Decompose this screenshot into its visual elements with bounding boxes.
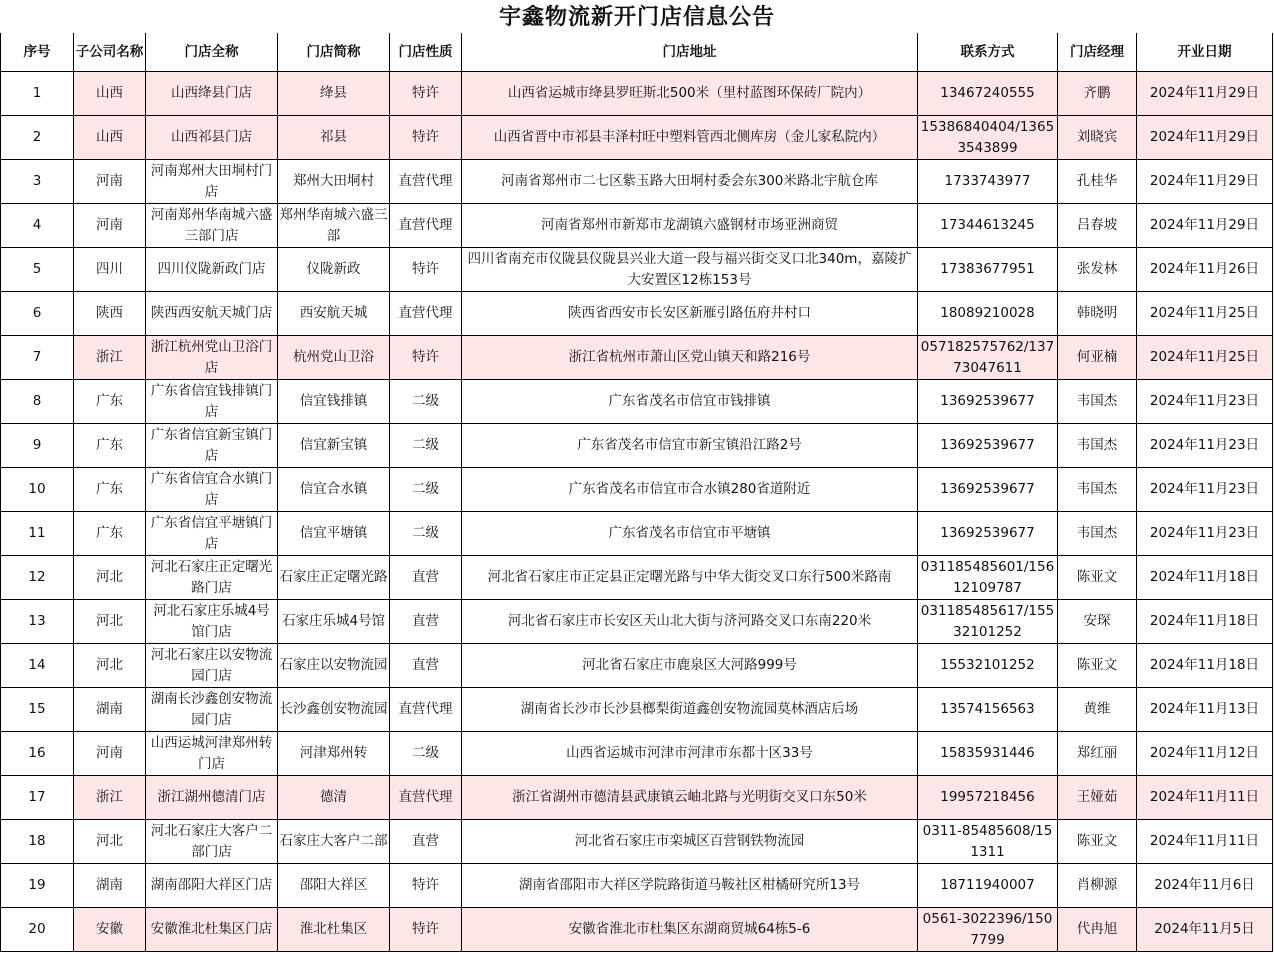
cell-type[interactable]: 直营	[390, 600, 462, 644]
cell-contact[interactable]: 13692539677	[918, 468, 1058, 512]
table-row	[1, 336, 1273, 380]
cell-no[interactable]: 3	[1, 160, 74, 204]
cell-manager[interactable]: 韦国杰	[1058, 380, 1137, 424]
cell-contact[interactable]: 0561-3022396/1507799	[918, 908, 1058, 952]
cell-contact[interactable]: 17383677951	[918, 248, 1058, 292]
cell-company[interactable]: 河北	[74, 556, 146, 600]
cell-no[interactable]: 12	[1, 556, 74, 600]
cell-no[interactable]: 7	[1, 336, 74, 380]
table-row	[1, 116, 1273, 160]
cell-manager[interactable]: 黄维	[1058, 688, 1137, 732]
cell-type[interactable]: 特许	[390, 864, 462, 908]
table-row	[1, 908, 1273, 952]
cell-short-name[interactable]: 仪陇新政	[278, 248, 390, 292]
cell-date[interactable]: 2024年11月5日	[1137, 908, 1273, 952]
table-row	[1, 248, 1273, 292]
column-header-date: 开业日期	[1137, 33, 1273, 72]
cell-address[interactable]: 广东省茂名市信宜市钱排镇	[462, 380, 918, 424]
cell-address[interactable]: 河北省石家庄市长安区天山北大街与济河路交叉口东南220米	[462, 600, 918, 644]
cell-company[interactable]: 浙江	[74, 776, 146, 820]
cell-short-name[interactable]: 信宜平塘镇	[278, 512, 390, 556]
cell-short-name[interactable]: 石家庄大客户二部	[278, 820, 390, 864]
cell-address[interactable]: 湖南省长沙市长沙县榔梨街道鑫创安物流园莫林酒店后场	[462, 688, 918, 732]
cell-full-name[interactable]: 广东省信宜合水镇门店	[146, 468, 278, 512]
cell-type[interactable]: 直营	[390, 820, 462, 864]
cell-company[interactable]: 山西	[74, 116, 146, 160]
cell-type[interactable]: 直营	[390, 556, 462, 600]
cell-date[interactable]: 2024年11月11日	[1137, 776, 1273, 820]
cell-company[interactable]: 河南	[74, 160, 146, 204]
cell-short-name[interactable]: 西安航天城	[278, 292, 390, 336]
table-row	[1, 380, 1273, 424]
cell-no[interactable]: 5	[1, 248, 74, 292]
column-header-company: 子公司名称	[74, 33, 146, 72]
cell-full-name[interactable]: 安徽淮北杜集区门店	[146, 908, 278, 952]
cell-manager[interactable]: 代冉旭	[1058, 908, 1137, 952]
table-row	[1, 512, 1273, 556]
table-row	[1, 820, 1273, 864]
cell-manager[interactable]: 吕春坡	[1058, 204, 1137, 248]
cell-full-name[interactable]: 四川仪陇新政门店	[146, 248, 278, 292]
column-header-no: 序号	[1, 33, 74, 72]
table-body	[1, 72, 1273, 952]
cell-address[interactable]: 四川省南充市仪陇县仪陇县兴业大道一段与福兴街交叉口北340m，嘉陵扩大安置区12栋153号	[462, 248, 918, 292]
cell-contact[interactable]: 18089210028	[918, 292, 1058, 336]
cell-manager[interactable]: 王娅茹	[1058, 776, 1137, 820]
cell-address[interactable]: 山西省运城市绛县罗旺斯北500米（里村蓝图环保砖厂院内）	[462, 72, 918, 116]
cell-manager[interactable]: 孔桂华	[1058, 160, 1137, 204]
cell-company[interactable]: 广东	[74, 512, 146, 556]
cell-date[interactable]: 2024年11月23日	[1137, 380, 1273, 424]
cell-short-name[interactable]: 绛县	[278, 72, 390, 116]
cell-type[interactable]: 特许	[390, 248, 462, 292]
cell-short-name[interactable]: 石家庄正定曙光路	[278, 556, 390, 600]
cell-short-name[interactable]: 石家庄以安物流园	[278, 644, 390, 688]
cell-type[interactable]: 特许	[390, 116, 462, 160]
cell-no[interactable]: 8	[1, 380, 74, 424]
cell-manager[interactable]: 肖柳源	[1058, 864, 1137, 908]
cell-full-name[interactable]: 河南郑州大田垌村门店	[146, 160, 278, 204]
cell-full-name[interactable]: 山西绛县门店	[146, 72, 278, 116]
cell-address[interactable]: 广东省茂名市信宜市新宝镇沿江路2号	[462, 424, 918, 468]
cell-no[interactable]: 1	[1, 72, 74, 116]
cell-no[interactable]: 14	[1, 644, 74, 688]
cell-address[interactable]: 河北省石家庄市正定县正定曙光路与中华大街交叉口东行500米路南	[462, 556, 918, 600]
cell-type[interactable]: 二级	[390, 512, 462, 556]
cell-full-name[interactable]: 湖南长沙鑫创安物流园门店	[146, 688, 278, 732]
cell-company[interactable]: 河北	[74, 644, 146, 688]
cell-type[interactable]: 二级	[390, 732, 462, 776]
table-row	[1, 204, 1273, 248]
cell-full-name[interactable]: 广东省信宜新宝镇门店	[146, 424, 278, 468]
table-row	[1, 644, 1273, 688]
table-row	[1, 424, 1273, 468]
cell-date[interactable]: 2024年11月11日	[1137, 820, 1273, 864]
table-row	[1, 468, 1273, 512]
cell-full-name[interactable]: 山西祁县门店	[146, 116, 278, 160]
cell-short-name[interactable]: 石家庄乐城4号馆	[278, 600, 390, 644]
cell-contact[interactable]: 18711940007	[918, 864, 1058, 908]
cell-date[interactable]: 2024年11月29日	[1137, 72, 1273, 116]
cell-short-name[interactable]: 信宜钱排镇	[278, 380, 390, 424]
cell-type[interactable]: 直营代理	[390, 160, 462, 204]
cell-contact[interactable]: 15532101252	[918, 644, 1058, 688]
cell-date[interactable]: 2024年11月12日	[1137, 732, 1273, 776]
cell-no[interactable]: 4	[1, 204, 74, 248]
cell-manager[interactable]: 安琛	[1058, 600, 1137, 644]
cell-company[interactable]: 山西	[74, 72, 146, 116]
cell-address[interactable]: 浙江省湖州市德清县武康镇云岫北路与光明街交叉口东50米	[462, 776, 918, 820]
cell-type[interactable]: 特许	[390, 72, 462, 116]
column-header-type: 门店性质	[390, 33, 462, 72]
cell-contact[interactable]: 15386840404/13653543899	[918, 116, 1058, 160]
cell-short-name[interactable]: 德清	[278, 776, 390, 820]
cell-manager[interactable]: 郑红丽	[1058, 732, 1137, 776]
cell-full-name[interactable]: 广东省信宜平塘镇门店	[146, 512, 278, 556]
cell-type[interactable]: 二级	[390, 380, 462, 424]
column-header-short-name: 门店简称	[278, 33, 390, 72]
cell-short-name[interactable]: 长沙鑫创安物流园	[278, 688, 390, 732]
cell-no[interactable]: 11	[1, 512, 74, 556]
cell-date[interactable]: 2024年11月26日	[1137, 248, 1273, 292]
cell-contact[interactable]: 13467240555	[918, 72, 1058, 116]
column-header-contact: 联系方式	[918, 33, 1058, 72]
column-header-manager: 门店经理	[1058, 33, 1137, 72]
cell-full-name[interactable]: 浙江杭州党山卫浴门店	[146, 336, 278, 380]
cell-full-name[interactable]: 河北石家庄以安物流园门店	[146, 644, 278, 688]
page-title: 宇鑫物流新开门店信息公告	[498, 5, 775, 30]
cell-contact[interactable]: 031185485617/15532101252	[918, 600, 1058, 644]
cell-full-name[interactable]: 湖南邵阳大祥区门店	[146, 864, 278, 908]
cell-no[interactable]: 20	[1, 908, 74, 952]
cell-manager[interactable]: 韦国杰	[1058, 468, 1137, 512]
table-row	[1, 292, 1273, 336]
cell-date[interactable]: 2024年11月13日	[1137, 688, 1273, 732]
cell-short-name[interactable]: 河津郑州转	[278, 732, 390, 776]
cell-date[interactable]: 2024年11月18日	[1137, 644, 1273, 688]
cell-full-name[interactable]: 河北石家庄大客户二部门店	[146, 820, 278, 864]
cell-type[interactable]: 二级	[390, 424, 462, 468]
cell-contact[interactable]: 031185485601/15612109787	[918, 556, 1058, 600]
cell-manager[interactable]: 韩晓明	[1058, 292, 1137, 336]
column-header-full-name: 门店全称	[146, 33, 278, 72]
cell-date[interactable]: 2024年11月29日	[1137, 204, 1273, 248]
table-row	[1, 864, 1273, 908]
cell-date[interactable]: 2024年11月23日	[1137, 424, 1273, 468]
cell-date[interactable]: 2024年11月25日	[1137, 292, 1273, 336]
cell-date[interactable]: 2024年11月29日	[1137, 160, 1273, 204]
cell-type[interactable]: 特许	[390, 908, 462, 952]
cell-no[interactable]: 19	[1, 864, 74, 908]
cell-type[interactable]: 直营代理	[390, 688, 462, 732]
cell-no[interactable]: 2	[1, 116, 74, 160]
cell-manager[interactable]: 韦国杰	[1058, 512, 1137, 556]
column-header-address: 门店地址	[462, 33, 918, 72]
cell-contact[interactable]: 15835931446	[918, 732, 1058, 776]
cell-date[interactable]: 2024年11月6日	[1137, 864, 1273, 908]
cell-short-name[interactable]: 邵阳大祥区	[278, 864, 390, 908]
cell-type[interactable]: 二级	[390, 468, 462, 512]
cell-manager[interactable]: 陈亚文	[1058, 556, 1137, 600]
cell-contact[interactable]: 0311-85485608/151311	[918, 820, 1058, 864]
cell-short-name[interactable]: 郑州华南城六盛三部	[278, 204, 390, 248]
table-row	[1, 160, 1273, 204]
cell-date[interactable]: 2024年11月18日	[1137, 556, 1273, 600]
cell-manager[interactable]: 张发林	[1058, 248, 1137, 292]
cell-company[interactable]: 湖南	[74, 688, 146, 732]
cell-contact[interactable]: 057182575762/13773047611	[918, 336, 1058, 380]
cell-address[interactable]: 陕西省西安市长安区新雁引路伍府井村口	[462, 292, 918, 336]
cell-type[interactable]: 直营	[390, 644, 462, 688]
cell-no[interactable]: 18	[1, 820, 74, 864]
cell-address[interactable]: 河北省石家庄市栾城区百营钢铁物流园	[462, 820, 918, 864]
cell-full-name[interactable]: 浙江湖州德清门店	[146, 776, 278, 820]
cell-company[interactable]: 河北	[74, 600, 146, 644]
cell-contact[interactable]: 17344613245	[918, 204, 1058, 248]
cell-full-name[interactable]: 河北石家庄乐城4号馆门店	[146, 600, 278, 644]
cell-contact[interactable]: 13692539677	[918, 512, 1058, 556]
header-row	[1, 33, 1273, 72]
cell-company[interactable]: 湖南	[74, 864, 146, 908]
cell-type[interactable]: 直营代理	[390, 776, 462, 820]
table-row	[1, 600, 1273, 644]
cell-manager[interactable]: 陈亚文	[1058, 820, 1137, 864]
cell-date[interactable]: 2024年11月18日	[1137, 600, 1273, 644]
cell-company[interactable]: 安徽	[74, 908, 146, 952]
store-table	[0, 33, 1273, 952]
cell-manager[interactable]: 陈亚文	[1058, 644, 1137, 688]
cell-full-name[interactable]: 山西运城河津郑州转门店	[146, 732, 278, 776]
cell-company[interactable]: 广东	[74, 468, 146, 512]
cell-company[interactable]: 河南	[74, 732, 146, 776]
cell-short-name[interactable]: 郑州大田垌村	[278, 160, 390, 204]
cell-company[interactable]: 广东	[74, 380, 146, 424]
cell-date[interactable]: 2024年11月23日	[1137, 468, 1273, 512]
cell-company[interactable]: 广东	[74, 424, 146, 468]
cell-date[interactable]: 2024年11月23日	[1137, 512, 1273, 556]
cell-manager[interactable]: 韦国杰	[1058, 424, 1137, 468]
cell-company[interactable]: 河北	[74, 820, 146, 864]
cell-address[interactable]: 安徽省淮北市杜集区东湖商贸城64栋5-6	[462, 908, 918, 952]
cell-type[interactable]: 直营代理	[390, 292, 462, 336]
cell-manager[interactable]: 何亚楠	[1058, 336, 1137, 380]
cell-date[interactable]: 2024年11月29日	[1137, 116, 1273, 160]
cell-short-name[interactable]: 淮北杜集区	[278, 908, 390, 952]
cell-contact[interactable]: 13692539677	[918, 424, 1058, 468]
cell-full-name[interactable]: 河南郑州华南城六盛三部门店	[146, 204, 278, 248]
cell-company[interactable]: 浙江	[74, 336, 146, 380]
cell-company[interactable]: 河南	[74, 204, 146, 248]
cell-type[interactable]: 特许	[390, 336, 462, 380]
cell-address[interactable]: 河北省石家庄市鹿泉区大河路999号	[462, 644, 918, 688]
table-row	[1, 72, 1273, 116]
cell-address[interactable]: 浙江省杭州市萧山区党山镇天和路216号	[462, 336, 918, 380]
cell-manager[interactable]: 刘晓宾	[1058, 116, 1137, 160]
cell-no[interactable]: 17	[1, 776, 74, 820]
cell-company[interactable]: 四川	[74, 248, 146, 292]
cell-no[interactable]: 16	[1, 732, 74, 776]
cell-address[interactable]: 山西省晋中市祁县丰泽村旺中塑料管西北侧库房（金儿家私院内）	[462, 116, 918, 160]
cell-company[interactable]: 陕西	[74, 292, 146, 336]
cell-short-name[interactable]: 信宜合水镇	[278, 468, 390, 512]
cell-address[interactable]: 广东省茂名市信宜市平塘镇	[462, 512, 918, 556]
cell-address[interactable]: 山西省运城市河津市河津市东都十区33号	[462, 732, 918, 776]
cell-short-name[interactable]: 杭州党山卫浴	[278, 336, 390, 380]
cell-contact[interactable]: 13574156563	[918, 688, 1058, 732]
cell-short-name[interactable]: 信宜新宝镇	[278, 424, 390, 468]
cell-no[interactable]: 6	[1, 292, 74, 336]
cell-no[interactable]: 9	[1, 424, 74, 468]
cell-short-name[interactable]: 祁县	[278, 116, 390, 160]
cell-address[interactable]: 广东省茂名市信宜市合水镇280省道附近	[462, 468, 918, 512]
cell-manager[interactable]: 齐鹏	[1058, 72, 1137, 116]
cell-address[interactable]: 河南省郑州市二七区紫玉路大田垌村委会东300米路北宇航仓库	[462, 160, 918, 204]
cell-no[interactable]: 10	[1, 468, 74, 512]
table-row	[1, 732, 1273, 776]
cell-full-name[interactable]: 陕西西安航天城门店	[146, 292, 278, 336]
table-row	[1, 688, 1273, 732]
cell-no[interactable]: 15	[1, 688, 74, 732]
cell-contact[interactable]: 19957218456	[918, 776, 1058, 820]
cell-contact[interactable]: 13692539677	[918, 380, 1058, 424]
cell-no[interactable]: 13	[1, 600, 74, 644]
table-row	[1, 556, 1273, 600]
cell-address[interactable]: 河南省郑州市新郑市龙湖镇六盛钢材市场亚洲商贸	[462, 204, 918, 248]
cell-address[interactable]: 湖南省邵阳市大祥区学院路街道马鞍社区柑橘研究所13号	[462, 864, 918, 908]
cell-contact[interactable]: 1733743977	[918, 160, 1058, 204]
table-row	[1, 776, 1273, 820]
cell-date[interactable]: 2024年11月25日	[1137, 336, 1273, 380]
cell-full-name[interactable]: 河北石家庄正定曙光路门店	[146, 556, 278, 600]
cell-full-name[interactable]: 广东省信宜钱排镇门店	[146, 380, 278, 424]
cell-type[interactable]: 直营代理	[390, 204, 462, 248]
